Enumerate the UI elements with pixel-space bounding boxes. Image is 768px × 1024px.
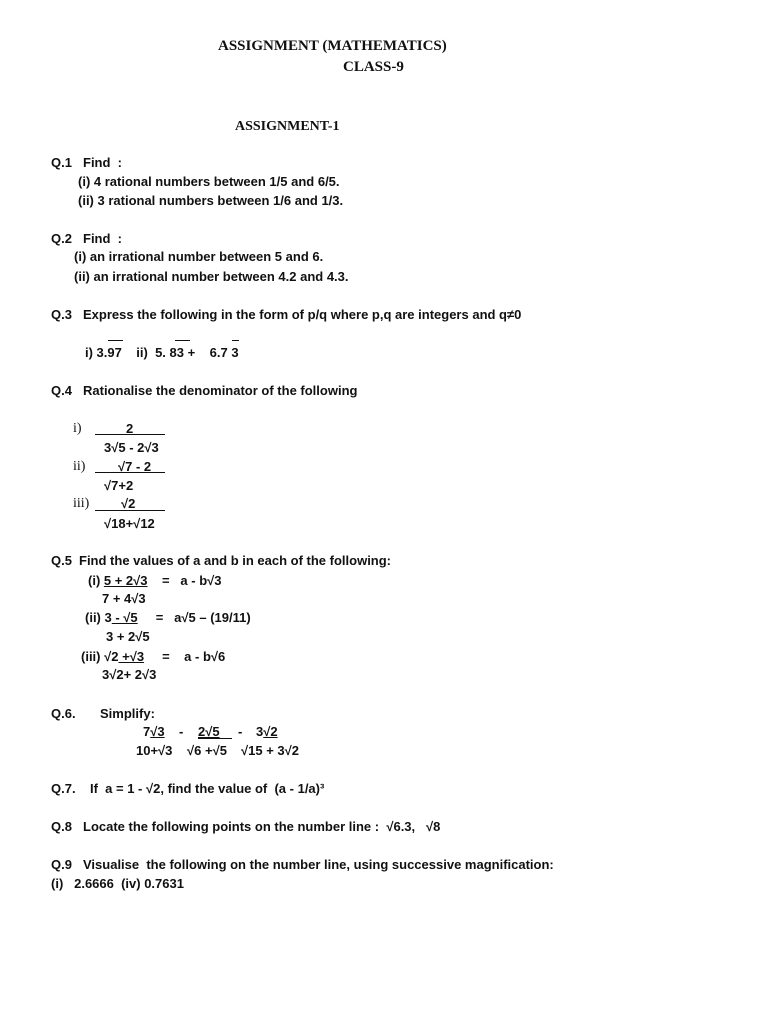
fraction-denominator: 7 + 4√3 bbox=[102, 591, 146, 606]
question-stem: Find the values of a and b in each of the following: bbox=[79, 553, 392, 568]
item-roman: i) bbox=[73, 421, 82, 436]
fraction-numerator: √7 - 2 bbox=[118, 459, 152, 474]
equation-line bbox=[88, 573, 222, 589]
question-label: Q.8 bbox=[51, 819, 72, 834]
question-label: Q.7. bbox=[51, 781, 76, 796]
question-label: Q.3 bbox=[51, 307, 72, 322]
fraction-numerator: 5 + 2√3 bbox=[103, 573, 148, 588]
question-item: (i) 4 rational numbers between 1/5 and 6/5. bbox=[78, 174, 340, 189]
repeating-decimal-bar bbox=[108, 340, 123, 341]
minus-operator: - bbox=[238, 724, 243, 739]
item-roman: iii) bbox=[73, 496, 90, 511]
item-roman: ii) bbox=[73, 459, 86, 474]
question-text: Locate the following points on the number line : √6.3, √8 bbox=[83, 819, 441, 834]
decimal-list: i) 3.97 ii) 5. 83 + 6.7 3 bbox=[85, 345, 239, 360]
fraction-bar bbox=[95, 472, 165, 473]
term-numerator: 7√3 bbox=[143, 724, 165, 739]
question-label: Q.2 bbox=[51, 231, 72, 246]
class-label: CLASS-9 bbox=[343, 59, 404, 75]
question-label: Q.5 bbox=[51, 553, 72, 568]
fraction-numerator: 2 bbox=[126, 421, 134, 436]
fraction-numerator: +√3 bbox=[118, 649, 145, 664]
question-stem: Find : bbox=[83, 231, 122, 246]
equation-prefix: (i) bbox=[88, 573, 104, 588]
equation-line bbox=[81, 649, 225, 665]
fraction-denominator: √7+2 bbox=[104, 478, 134, 493]
equation-prefix: (iii) √2 bbox=[81, 649, 119, 664]
question-items: (i) 2.6666 (iv) 0.7631 bbox=[51, 876, 184, 891]
fraction-denominator: 3 + 2√5 bbox=[106, 629, 150, 644]
fraction-denominator: 3√5 - 2√3 bbox=[104, 440, 159, 455]
repeating-decimal-bar bbox=[232, 340, 239, 341]
fraction-bar bbox=[198, 738, 232, 739]
question-label: Q.4 bbox=[51, 383, 72, 398]
page-title: ASSIGNMENT (MATHEMATICS) bbox=[218, 38, 447, 54]
question-stem: Simplify: bbox=[100, 706, 155, 721]
fraction-denominator: √18+√12 bbox=[104, 516, 155, 531]
term-denominator: √6 +√5 bbox=[187, 743, 227, 758]
question-stem: Express the following in the form of p/q where p,q are integers and q≠0 bbox=[83, 307, 522, 322]
term-denominator: √15 + 3√2 bbox=[241, 743, 300, 758]
question-item: (i) an irrational number between 5 and 6. bbox=[74, 249, 324, 264]
equation-rhs: = a - b√6 bbox=[162, 649, 226, 664]
term-numerator: 2√5 bbox=[198, 724, 220, 739]
fraction-bar bbox=[95, 510, 165, 511]
question-item: (ii) an irrational number between 4.2 and 4.3. bbox=[74, 269, 349, 284]
question-label: Q.6. bbox=[51, 706, 76, 721]
term-denominator: 10+√3 bbox=[136, 743, 173, 758]
minus-operator: - bbox=[179, 724, 184, 739]
question-item: (ii) 3 rational numbers between 1/6 and 1/3. bbox=[78, 193, 344, 208]
assignment-subtitle: ASSIGNMENT-1 bbox=[235, 119, 340, 134]
question-stem: Rationalise the denominator of the following bbox=[83, 383, 358, 398]
equation-prefix: (ii) 3 bbox=[85, 610, 112, 625]
fraction-bar bbox=[95, 434, 165, 435]
question-stem: Find : bbox=[83, 155, 122, 170]
equation-rhs: = a - b√3 bbox=[161, 573, 222, 588]
question-label: Q.1 bbox=[51, 155, 72, 170]
question-label: Q.9 bbox=[51, 857, 72, 872]
question-text: If a = 1 - √2, find the value of (a - 1/a)³ bbox=[90, 781, 325, 796]
repeating-decimal-bar bbox=[175, 340, 190, 341]
fraction-numerator: - √5 bbox=[111, 610, 138, 625]
question-text: Visualise the following on the number line, using successive magnification: bbox=[83, 857, 554, 872]
fraction-numerator: √2 bbox=[121, 496, 136, 511]
equation-line bbox=[85, 610, 251, 626]
equation-rhs: = a√5 – (19/11) bbox=[155, 610, 251, 625]
fraction-denominator: 3√2+ 2√3 bbox=[102, 667, 157, 682]
term-numerator: 3√2 bbox=[256, 724, 278, 739]
